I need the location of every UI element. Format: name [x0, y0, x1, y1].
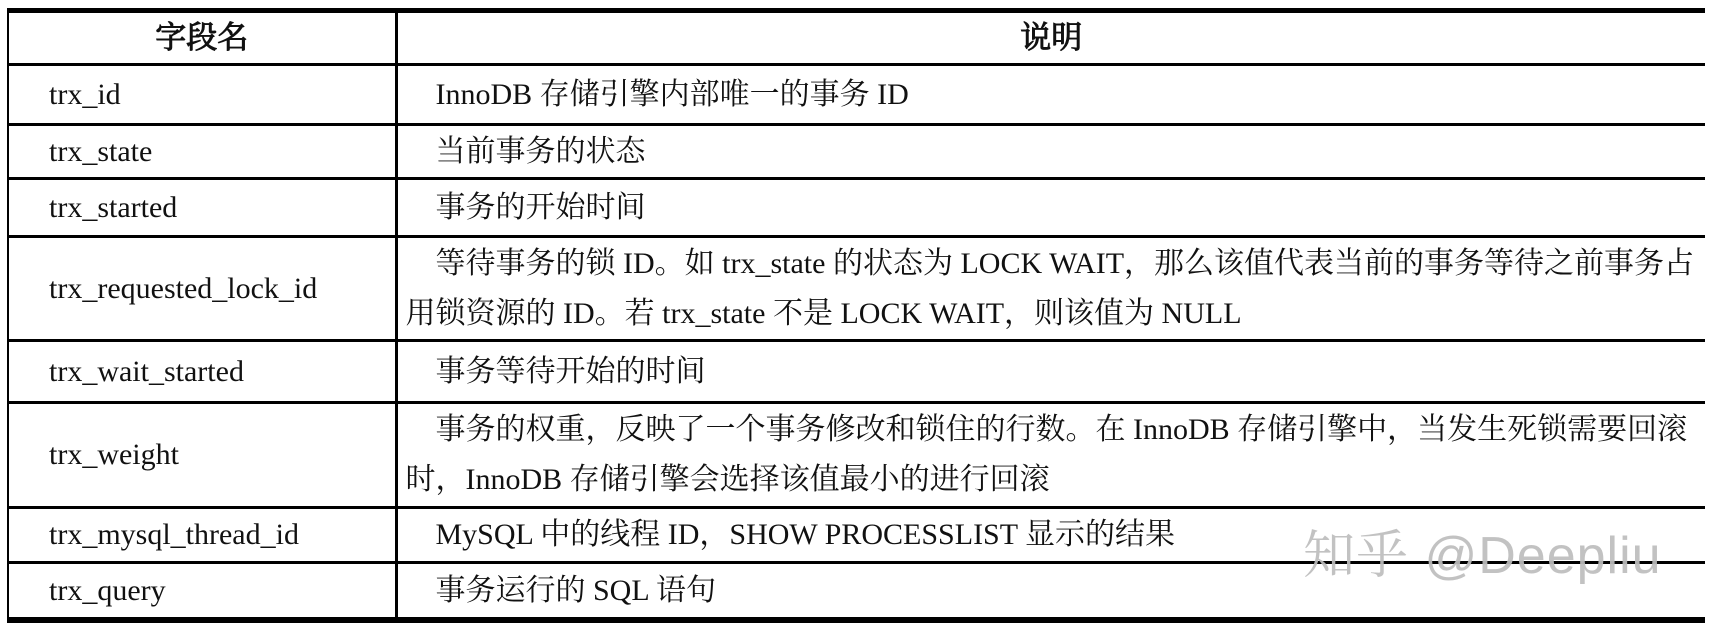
field-name-cell: trx_query — [8, 563, 396, 621]
field-name-cell: trx_weight — [8, 403, 396, 508]
field-description-cell: 事务运行的 SQL 语句 — [396, 563, 1705, 621]
innodb-trx-fields-table — [7, 8, 1705, 623]
table-row — [8, 403, 1705, 508]
table-row — [8, 508, 1705, 563]
column-header-description: 说明 — [396, 11, 1705, 65]
field-description-cell: 等待事务的锁 ID。如 trx_state 的状态为 LOCK WAIT，那么该值代表当前的事务等待之前事务占用锁资源的 ID。若 trx_state 不是 LOCK WAIT，则该值为 NULL — [396, 237, 1705, 341]
field-description-cell: 当前事务的状态 — [396, 125, 1705, 179]
table-row — [8, 237, 1705, 341]
zhihu-watermark: 知乎 @Deepliu — [1303, 527, 1662, 585]
field-description-cell: MySQL 中的线程 ID，SHOW PROCESSLIST 显示的结果 — [396, 508, 1705, 563]
field-name-cell: trx_id — [8, 65, 396, 125]
table-row — [8, 563, 1705, 621]
table-row — [8, 125, 1705, 179]
field-name-cell: trx_requested_lock_id — [8, 237, 396, 341]
field-name-cell: trx_mysql_thread_id — [8, 508, 396, 563]
field-description-cell: InnoDB 存储引擎内部唯一的事务 ID — [396, 65, 1705, 125]
column-header-field: 字段名 — [8, 11, 396, 65]
table-row — [8, 341, 1705, 403]
field-description-cell: 事务的权重，反映了一个事务修改和锁住的行数。在 InnoDB 存储引擎中，当发生死锁需要回滚时，InnoDB 存储引擎会选择该值最小的进行回滚 — [396, 403, 1705, 508]
table-row — [8, 65, 1705, 125]
field-name-cell: trx_started — [8, 179, 396, 237]
table-header-row — [8, 11, 1705, 65]
field-description-cell: 事务等待开始的时间 — [396, 341, 1705, 403]
table-row — [8, 179, 1705, 237]
field-description-cell: 事务的开始时间 — [396, 179, 1705, 237]
field-name-cell: trx_wait_started — [8, 341, 396, 403]
field-name-cell: trx_state — [8, 125, 396, 179]
